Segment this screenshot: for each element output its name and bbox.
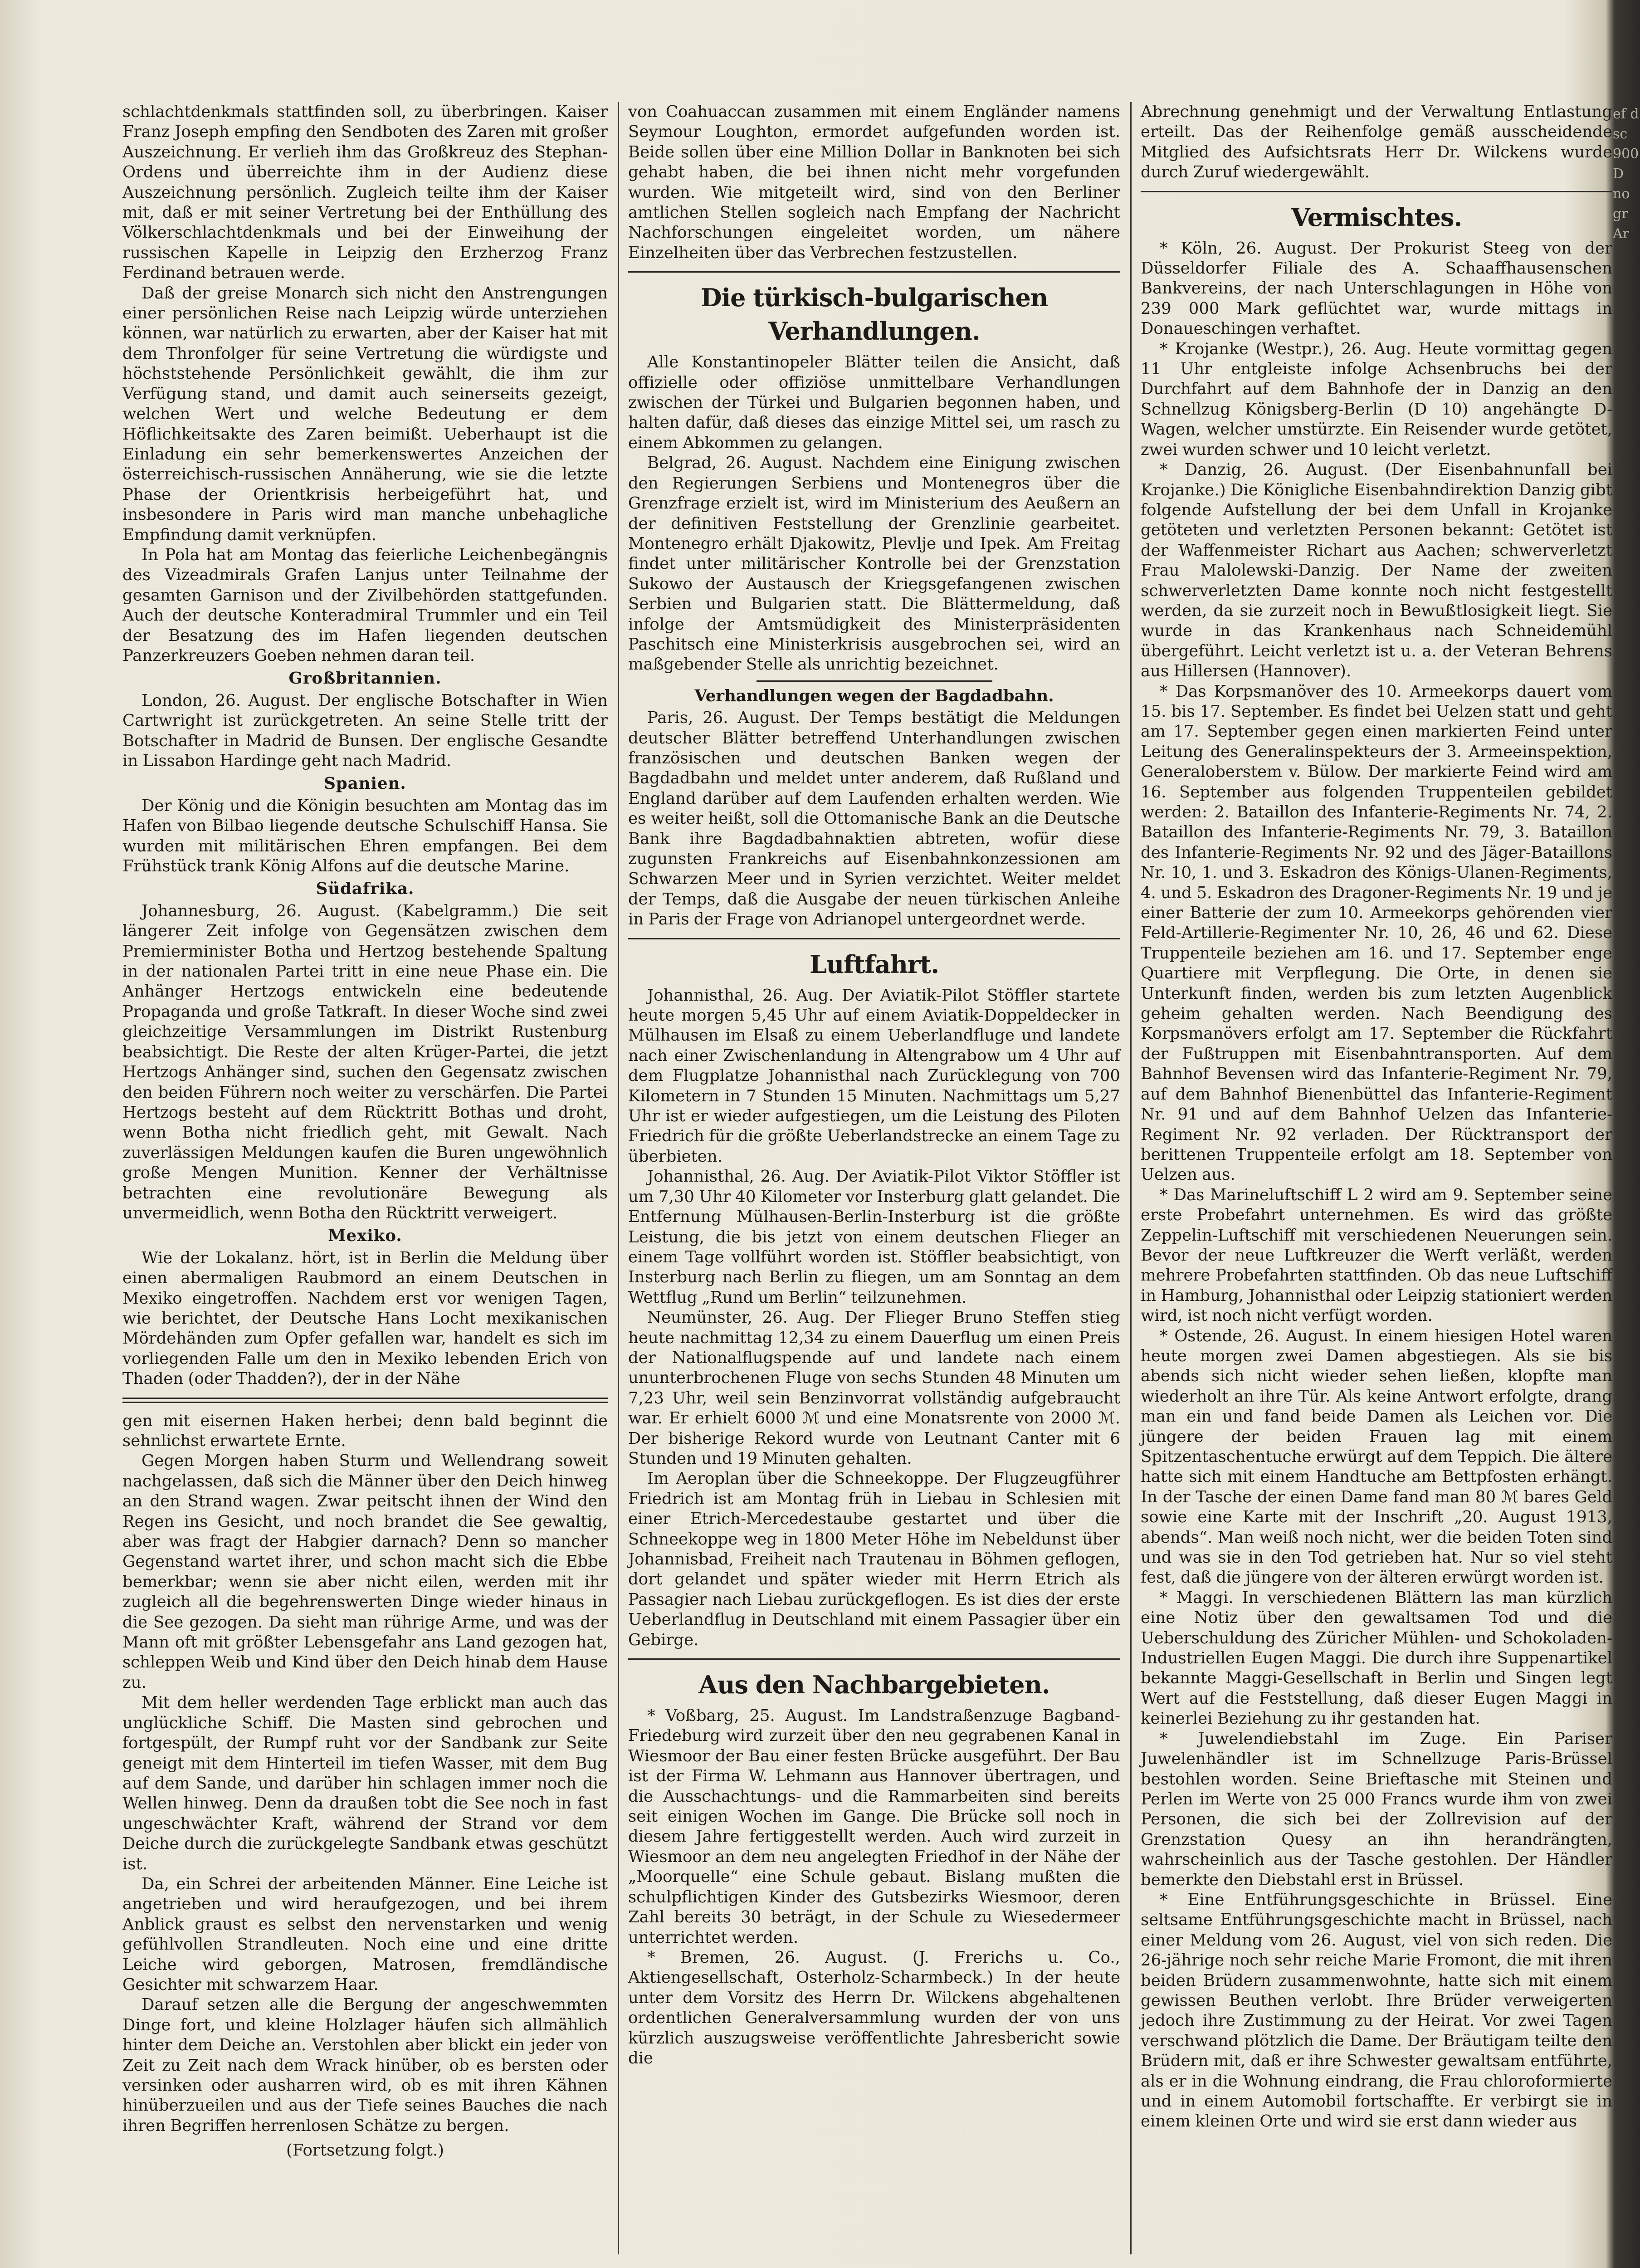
news-item-belgrad: Belgrad, 26. August. Nachdem eine Einigung zwischen den Regierungen Serbiens und Montenegros über die Grenzfrage erzielt ist, wird im Ministerium des Aeußern an der definitiven Feststellung der Grenzlinie gearbeitet. Montenegro erhält Djakowitz, Plevlje und Ipek. Am Freitag findet unter militärischer Kontrolle bei der Grenzstation Sukowo der Austausch der Kriegsgefangenen zwischen Serbien und Bulgarien statt. Die Blättermeldung, daß infolge der Amtsmüdigkeit des Ministerpräsidenten Paschitsch eine Ministerkrisis ausgebrochen sei, wird an maßgebender Stelle als unrichtig bezeichnet. — [628, 454, 1120, 674]
news-item-schneekoppe: Im Aeroplan über die Schneekoppe. Der Flugzeugführer Friedrich ist am Montag früh in Liebau in Schlesien mit einer Etrich-Mercedestaube gestartet und über die Schneekoppe weg in 1800 Meter Höhe im Nebeldunst über Johannisbad, Freiheit nach Trautenau in Böhmen geflogen, dort gelandet und später wieder mit Herrn Etrich als Passagier nach Liebau zurückgeflogen. Es ist dies der erste Ueberlandflug in Deutschland mit einem Passagier über ein Gebirge. — [628, 1469, 1120, 1649]
feuilleton-paragraph: Gegen Morgen haben Sturm und Wellendrang soweit nachgelassen, daß sich die Männer über den Deich hinweg an den Strand wagen. Zwar peitscht ihnen der Wind den Regen ins Gesicht, und noch brandet die See gewaltig, aber was fragt der Habgier darnach? Denn so mancher Gegenstand wartet ihrer, und schon macht sich die Ebbe bemerkbar; wenn sie aber nicht eilen, werden mit ihr zugleich all die begehrenswerten Dinge wieder hinaus in die See gezogen. Da sieht man rührige Arme, und was der Mann oft mit größter Lebensgefahr ans Land gezogen hat, schleppen Weib und Kind über den Deich hinab dem Hause zu. — [122, 1452, 608, 1692]
column-middle — [628, 102, 1120, 2068]
news-item-maggi: * Maggi. In verschiedenen Blättern las man kürzlich eine Notiz über den gewaltsamen Tod und die Ueberschuldung des Züricher Mühlen- und Schokoladen-Industriellen Eugen Maggi. Die durch ihre Suppenartikel bekannte Maggi-Gesellschaft in Berlin und Singen legt Wert auf die Feststellung, daß dieser Eugen Maggi in keinerlei Beziehung zu ihr gestanden hat. — [1141, 1588, 1612, 1728]
feuilleton-paragraph: Mit dem heller werdenden Tage erblickt man auch das unglückliche Schiff. Die Masten sind gebrochen und fortgespült, der Rumpf ruht vor der Sandbank zur Seite geneigt mit dem Hinterteil im tiefen Wasser, mit dem Bug auf dem Sande, und darüber hin schlagen immer noch die Wellen hinweg. Denn da draußen tobt die See noch in fast ungeschwächter Kraft, während der Strand vor dem Deiche durch die zurückgelegte Sandbank etwas geschützt ist. — [122, 1693, 608, 1873]
section-divider — [628, 1658, 1120, 1660]
news-item-koeln: * Köln, 26. August. Der Prokurist Steeg von der Düsseldorfer Filiale des A. Schaaffhausenschen Bankvereins, der nach Unterschlagungen in Höhe von 239 000 Mark geflüchtet war, wurde mittags in Donaueschingen verhaftet. — [1141, 239, 1612, 338]
section-heading: Luftfahrt. — [809, 949, 939, 979]
section-divider — [1141, 191, 1612, 192]
news-item-krojanke: * Krojanke (Westpr.), 26. Aug. Heute vormittag gegen 11 Uhr entgleiste infolge Achsenbruchs bei der Durchfahrt auf dem Bahnhofe der in Danzig an den Schnellzug Königsberg-Berlin (D 10) angehängte D-Wagen, welcher umstürzte. Ein Reisender wurde getötet, zwei wurden schwer und 10 leicht verletzt. — [1141, 339, 1612, 459]
article-paragraph: Daß der greise Monarch sich nicht den Anstrengungen einer persönlichen Reise nach Leipzig würde unterziehen können, war natürlich zu erwarten, aber der Kaiser hat mit dem Thronfolger für seine Vertretung die würdigste und höchststehende Persönlichkeit gewählt, die ihm zur Verfügung stand, und damit auch seinerseits gezeigt, welchen Wert und welche Bedeutung er dem Höflichkeitsakte des Zaren beimißt. Ueberhaupt ist die Einladung ein sehr bemerkenswertes Anzeichen der österreichisch-russischen Annäherung, wie sie die letzte Phase der Orientkrisis herbeigeführt hat, und insbesondere in Paris wird man manche unbehagliche Empfindung damit verknüpfen. — [122, 284, 608, 544]
news-item-entfuehrung: * Eine Entführungsgeschichte in Brüssel. Eine seltsame Entführungsgeschichte macht in Brüssel, nach einer Meldung vom 26. August, viel von sich reden. Die 26-jährige noch sehr reiche Marie Fromont, die mit ihren beiden Brüdern zusammenwohnte, hatte sich mit einem gewissen Beuthen verlobt. Ihre Brüder verweigerten jedoch ihre Zustimmung zu der Heirat. Vor zwei Tagen verschwand plötzlich die Dame. Der Bräutigam teilte den Brüdern mit, daß er ihre Schwester gewaltsam entführte, als er in die Wohnung eindrang, die Frau chloroformierte und in einem Automobil fortschaffte. Er verbirgt sie in einem kleinen Orte und wird sie erst dann wieder aus — [1141, 1890, 1612, 2131]
news-item-korpsmanoever: * Das Korpsmanöver des 10. Armeekorps dauert vom 15. bis 17. September. Es findet bei Uelzen statt und geht am 17. September gegen einen markierten Feind unter Leitung des Generalinspekteurs der 3. Armeeinspektion, Generaloberstem v. Bülow. Der markierte Feind wird am 16. September aus folgenden Truppenteilen gebildet werden: 2. Bataillon des Infanterie-Regiments Nr. 74, 2. Bataillon des Infanterie-Regiments Nr. 79, 3. Bataillon des Infanterie-Regiments Nr. 92 und des Jäger-Bataillons Nr. 10, 1. und 3. Eskadron des Königs-Ulanen-Regiments, 4. und 5. Eskadron des Dragoner-Regiments Nr. 19 und je einer Batterie der zum 10. Armeekorps gehörenden vier Feld-Artillerie-Regimenter Nr. 10, 26, 46 und 62. Diese Truppenteile beziehen am 16. und 17. September enge Quartiere mit Verpflegung. Die Orte, in denen sie Unterkunft finden, werden bis zum letzten Augenblick geheim gehalten werden. Nach Beendigung des Korpsmanövers erfolgt am 17. September die Rückfahrt der Fußtruppen mit Eisenbahntransporten. Auf dem Bahnhof Bevensen wird das Infanterie-Regiment Nr. 79, auf dem Bahnhof Bienenbüttel das Infanterie-Regiment Nr. 91 und auf dem Bahnhof Uelzen das Infanterie-Regiment Nr. 92 verladen. Der Rücktransport der berittenen Truppenteile erfolgt am 18. September von Uelzen aus. — [1141, 682, 1612, 1184]
article-paragraph: schlachtdenkmals stattfinden soll, zu überbringen. Kaiser Franz Joseph empfing den Sendboten des Zaren mit großer Auszeichnung. Er verlieh ihm das Großkreuz des Stephan-Ordens und überreichte ihm in der Audienz diese Auszeichnung persönlich. Zugleich teilte ihm der Kaiser mit, daß er mit seiner Vertretung bei der Enthüllung des Völkerschlachtdenkmals und bei der Einweihung der russischen Kapelle in Leipzig den Erzherzog Franz Ferdinand betrauen werde. — [122, 103, 608, 283]
news-item-johannisthal: Johannisthal, 26. Aug. Der Aviatik-Pilot Viktor Stöffler ist um 7,30 Uhr 40 Kilometer vor Insterburg glatt gelandet. Die Entfernung Mülhausen-Berlin-Insterburg ist die größte Leistung, die bis jetzt von einem deutschen Flieger an einem Tage vollführt worden ist. Stöffler beabsichtigt, von Insterburg nach Berlin zu fliegen, um am Sonntag an dem Wettflug „Rund um Berlin“ teilzunehmen. — [628, 1167, 1120, 1307]
news-item-johannisthal: Johannisthal, 26. Aug. Der Aviatik-Pilot Stöffler startete heute morgen 5,45 Uhr auf einem Aviatik-Doppeldecker in Mülhausen im Elsaß zu einem Ueberlandfluge und landete nach einer Zwischenlandung in Altengrabow um 4 Uhr auf dem Flugplatze Johannisthal nach Zurücklegung von 700 Kilometern in 7 Stunden 15 Minuten. Nachmittags um 5,27 Uhr ist er wieder aufgestiegen, um die Leistung des Piloten Friedrich für die größte Ueberlandstrecke an einem Tage zu überbieten. — [628, 986, 1120, 1166]
section-subheading: Großbritannien. — [288, 669, 442, 688]
news-item-juwelendiebstahl: * Juwelendiebstahl im Zuge. Ein Pariser Juwelenhändler ist im Schnellzuge Paris-Brüssel bestohlen worden. Seine Brieftasche mit Steinen und Perlen im Werte von 25 000 Francs wurde ihm von zwei Personen, die sich bei der Zollrevision auf der Grenzstation Quesy an ihn herandrängten, wahrscheinlich aus der Tasche gestohlen. Der Händler bemerkte den Diebstahl erst in Brüssel. — [1141, 1729, 1612, 1889]
section-heading: Vermischtes. — [1291, 202, 1462, 232]
column-right — [1141, 102, 1612, 2132]
column-divider — [1130, 102, 1132, 2254]
column-left — [122, 102, 608, 2161]
section-subheading: Verhandlungen wegen der Bagdadbahn. — [694, 686, 1054, 705]
feuilleton-paragraph: gen mit eisernen Haken herbei; denn bald beginnt die sehnlichst erwartete Ernte. — [122, 1411, 608, 1450]
news-item-neumuenster: Neumünster, 26. Aug. Der Flieger Bruno Steffen stieg heute nachmittag 12,34 zu einem Dauerflug um einen Preis der Nationalflugspende auf und landete nach einem ununterbrochenen Fluge von sechs Stunden 48 Minuten um 7,23 Uhr, weil sein Benzinvorrat vollständig aufgebraucht war. Er erhielt 6000 ℳ und eine Monatsrente von 2000 ℳ. Der bisherige Rekord wurde von Leutnant Canter mit 6 Stunden und 19 Minuten gehalten. — [628, 1308, 1120, 1468]
article-paragraph: Alle Konstantinopeler Blätter teilen die Ansicht, daß offizielle oder offiziöse unmittelbare Verhandlungen zwischen der Türkei und Bulgarien begonnen haben, und halten dafür, daß dieses das einzige Mittel sei, um rasch zu einem Abkommen zu gelangen. — [628, 353, 1120, 452]
section-subheading: Spanien. — [324, 774, 406, 793]
news-item-mexiko: Wie der Lokalanz. hört, ist in Berlin die Meldung über einen abermaligen Raubmord an einem Deutschen in Mexiko eingetroffen. Nachdem erst vor wenigen Tagen, wie berichtet, der Deutsche Hans Locht mexikanischen Mördehänden zum Opfer gefallen war, handelt es sich im vorliegenden Falle um den in Mexiko lebenden Erich von Thaden (oder Thadden?), der in der Nähe — [122, 1248, 608, 1388]
section-heading: Die türkisch-bulgarischen Verhandlungen. — [700, 283, 1048, 346]
short-divider — [757, 680, 992, 682]
article-paragraph: In Pola hat am Montag das feierliche Leichenbegängnis des Vizeadmirals Grafen Lanjus unter Teilnahme der gesamten Garnison und der Zivilbehörden stattgefunden. Auch der deutsche Konteradmiral Trummler und ein Teil der Besatzung des im Hafen liegenden deutschen Panzerkreuzers Goeben nehmen daran teil. — [122, 545, 608, 665]
news-item-johannesburg: Johannesburg, 26. August. (Kabelgramm.) Die seit längerer Zeit infolge von Gegensätzen zwischen dem Premierminister Botha und Hertzog bestehende Spaltung in der nationalen Partei tritt in eine neue Phase ein. Die Anhänger Hertzogs entwickeln eine bedeutende Propaganda und große Tatkraft. In dieser Woche sind zwei gleichzeitige Versammlungen im Distrikt Rustenburg beabsichtigt. Die Reste der alten Krüger-Partei, die jetzt Hertzogs Anhänger sind, suchen den Gegensatz zwischen den beiden Führern noch weiter zu verschärfen. Die Partei Hertzogs besteht auf dem Rücktritt Bothas und droht, wenn Botha nicht friedlich geht, mit Gewalt. Nach zuverlässigen Meldungen kaufen die Buren ungewöhnlich große Mengen Munition. Kenner der Verhältnisse betrachten eine revolutionäre Bewegung als unvermeidlich, wenn Botha den Rücktritt verweigert. — [122, 901, 608, 1222]
continuation-note: (Fortsetzung folgt.) — [286, 2141, 444, 2160]
news-item-bremen: * Bremen, 26. August. (J. Frerichs u. Co., Aktiengesellschaft, Osterholz-Scharmbeck.) In der heute unter dem Vorsitz des Herrn Dr. Wilckens abgehaltenen ordentlichen Generalversammlung wurden der von uns kürzlich auszugsweise veröffentlichte Jahresbericht sowie die — [628, 1948, 1120, 2068]
news-item-london: London, 26. August. Der englische Botschafter in Wien Cartwright ist zurückgetreten. An seine Stelle tritt der Botschafter in Madrid de Bunsen. Der englische Gesandte in Lissabon Hardinge geht nach Madrid. — [122, 691, 608, 770]
adjacent-page-edge: ef d sc 900 D no gr Ar — [1613, 106, 1639, 242]
section-heading: Aus den Nachbargebieten. — [698, 1670, 1050, 1700]
article-paragraph: von Coahuaccan zusammen mit einem Engländer namens Seymour Loughton, ermordet aufgefunden worden ist. Beide sollen über eine Million Dollar in Banknoten bei sich gehabt haben, die bei ihnen nicht mehr vorgefunden wurden. Wie mitgeteilt wird, sind von den Berliner amtlichen Stellen sogleich nach Empfang der Nachricht Nachforschungen eingeleitet worden, um nähere Einzelheiten über das Verbrechen festzustellen. — [628, 103, 1120, 262]
news-item-marineluftschiff: * Das Marineluftschiff L 2 wird am 9. September seine erste Probefahrt unternehmen. Es wird das größte Zeppelin-Luftschiff mit verschiedenen Neuerungen sein. Bevor der neue Luftkreuzer die Werft verläßt, werden mehrere Probefahrten stattfinden. Ob das neue Luftschiff in Hamburg, Johannisthal oder Leipzig stationiert werden wird, ist noch nicht verfügt worden. — [1141, 1185, 1612, 1325]
news-item-ostende: * Ostende, 26. August. In einem hiesigen Hotel waren heute morgen zwei Damen abgestiegen. Als sie bis abends sich nicht wieder sehen ließen, klopfte man wiederholt an ihre Tür. Als keine Antwort erfolgte, drang man ein und fand beide Damen als Leichen vor. Die jüngere der beiden Frauen lag mit einem Spitzentaschentuche erwürgt auf dem Teppich. Die ältere hatte sich mit einem Handtuche am Bettpfosten erhängt. In der Tasche der einen Dame fand man 80 ℳ bares Geld sowie eine Karte mit der Inschrift „20. August 1913, abends“. Man weiß noch nicht, wer die beiden Toten sind und was sie in den Tod getrieben hat. Nur so viel steht fest, daß die jüngere von der älteren erwürgt worden ist. — [1141, 1326, 1612, 1587]
section-subheading: Mexiko. — [328, 1227, 402, 1246]
section-divider — [628, 271, 1120, 273]
section-subheading: Südafrika. — [316, 880, 415, 899]
news-item-spanien: Der König und die Königin besuchten am Montag das im Hafen von Bilbao liegende deutsche Schulschiff Hansa. Sie wurden mit militärischen Ehren empfangen. Bei dem Frühstück trank König Alfons auf die deutsche Marine. — [122, 796, 608, 876]
feuilleton-paragraph: Darauf setzen alle die Bergung der angeschwemmten Dinge fort, und kleine Holzlager häufen sich allmählich hinter dem Deiche an. Verstohlen aber blickt ein jeder von Zeit zu Zeit nach dem Wrack hinüber, ob es bersten oder versinken oder ausharren wird, ob es mit ihren Kähnen hinüberzueilen und aus der Tiefe seines Bauches die nach ihren Begriffen herrenlosen Schätze zu bergen. — [122, 1995, 608, 2135]
section-divider — [628, 938, 1120, 939]
news-item-danzig: * Danzig, 26. August. (Der Eisenbahnunfall bei Krojanke.) Die Königliche Eisenbahndirektion Danzig gibt folgende Aufstellung der bei dem Unfall in Krojanke getöteten und verletzten Personen bekannt: Getötet ist der Waffenmeister Richart aus Aachen; schwerverletzt Frau Malolewski-Danzig. Der Name der zweiten schwerverletzten Dame konnte noch nicht festgestellt werden, da sie zurzeit noch in Bewußtlosigkeit liegt. Sie wurde in das Krankenhaus nach Schneidemühl übergeführt. Leicht verletzt ist u. a. der Veteran Behrens aus Hillersen (Hannover). — [1141, 460, 1612, 681]
column-divider — [618, 102, 619, 2254]
feuilleton-divider — [122, 1398, 608, 1403]
news-item-vossbarg: * Voßbarg, 25. August. Im Landstraßenzuge Bagband-Friedeburg wird zurzeit über den neu gegrabenen Kanal in Wiesmoor der Bau einer festen Brücke ausgeführt. Der Bau ist der Firma W. Lehmann aus Hannover übertragen, und die Ausschachtungs- und die Rammarbeiten sind bereits seit einigen Wochen im Gange. Die Brücke soll noch in diesem Jahre fertiggestellt werden. Auch wird zurzeit in Wiesmoor an dem neu angelegten Friedhof in der Nähe der „Moorquelle“ eine Schule gebaut. Bislang mußten die schulpflichtigen Kinder des Gutsbezirks Wiesmoor, deren Zahl bereits 30 beträgt, in der Schule zu Wiesedermeer unterrichtet werden. — [628, 1706, 1120, 1947]
news-item-paris: Paris, 26. August. Der Temps bestätigt die Meldungen deutscher Blätter betreffend Unterhandlungen zwischen französischen und deutschen Banken wegen der Bagdadbahn und meldet unter anderem, daß Rußland und England darüber auf dem Laufenden erhalten werden. Wie es weiter heißt, soll die Ottomanische Bank an die Deutsche Bank ihre Bagdadbahnaktien abtreten, wofür diese zugunsten Frankreichs auf Eisenbahnkonzessionen am Schwarzen Meer und in Syrien verzichtet. Weiter meldet der Temps, daß die Ausgabe der neuen türkischen Anleihe in Paris der Frage von Adrianopel untergeordnet werde. — [628, 709, 1120, 929]
feuilleton-paragraph: Da, ein Schrei der arbeitenden Männer. Eine Leiche ist angetrieben und wird heraufgezogen, und bei ihrem Anblick graust es selbst den nervenstarken und wenig gefühlvollen Strandleuten. Noch eine und eine dritte Leiche wird geborgen, Matrosen, fremdländische Gesichter mit schwarzem Haar. — [122, 1874, 608, 1994]
article-paragraph: Abrechnung genehmigt und der Verwaltung Entlastung erteilt. Das der Reihenfolge gemäß ausscheidende Mitglied des Aufsichtsrats Herr Dr. Wilckens wurde durch Zuruf wiedergewählt. — [1141, 103, 1612, 182]
